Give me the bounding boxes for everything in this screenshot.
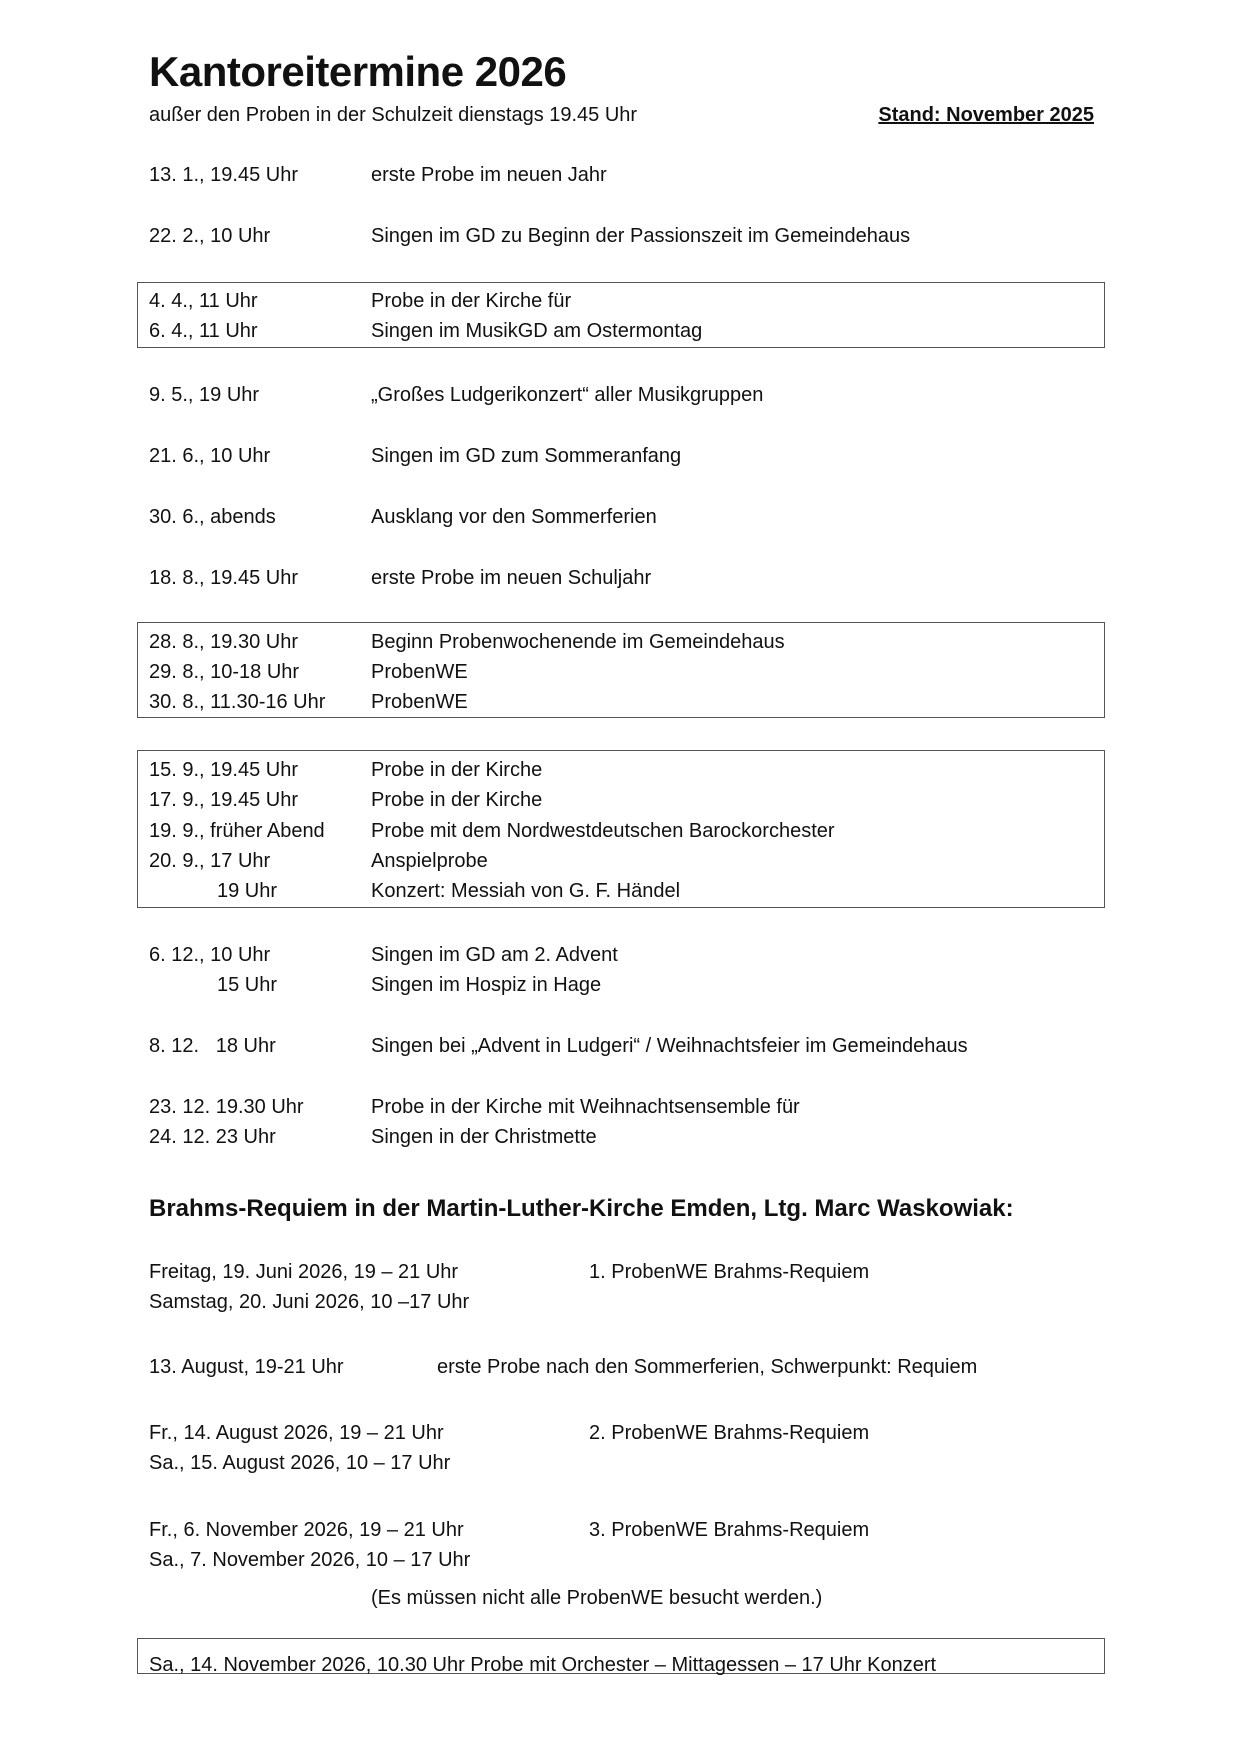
event-date: 13. 1., 19.45 Uhr: [149, 164, 298, 186]
event-text: Probe in der Kirche mit Weihnachtsensemble für: [371, 1096, 800, 1118]
brahms-date: Fr., 14. August 2026, 19 – 21 Uhr: [149, 1422, 444, 1444]
event-text: Beginn Probenwochenende im Gemeindehaus: [371, 631, 785, 653]
event-date: 20. 9., 17 Uhr: [149, 850, 271, 872]
brahms-text: 3. ProbenWE Brahms-Requiem: [589, 1519, 870, 1541]
brahms-date: Freitag, 19. Juni 2026, 19 – 21 Uhr: [149, 1261, 459, 1283]
event-date: 8. 12. 18 Uhr: [149, 1035, 276, 1057]
event-date: 15. 9., 19.45 Uhr: [149, 759, 298, 781]
brahms-text: erste Probe nach den Sommerferien, Schwerpunkt: Requiem: [437, 1356, 978, 1378]
event-text: erste Probe im neuen Schuljahr: [371, 567, 652, 589]
event-text: Ausklang vor den Sommerferien: [371, 506, 657, 528]
event-text: ProbenWE: [371, 661, 468, 683]
event-date: 30. 6., abends: [149, 506, 276, 528]
event-text: Singen im GD am 2. Advent: [371, 944, 618, 966]
brahms-heading: Brahms-Requiem in der Martin-Luther-Kirche Emden, Ltg. Marc Waskowiak:: [149, 1195, 1014, 1222]
event-date: 29. 8., 10-18 Uhr: [149, 661, 300, 683]
event-date: 4. 4., 11 Uhr: [149, 290, 258, 312]
event-text: Probe in der Kirche: [371, 789, 543, 811]
event-date: 24. 12. 23 Uhr: [149, 1126, 276, 1148]
event-text: Singen im GD zu Beginn der Passionszeit im Gemeindehaus: [371, 225, 911, 247]
subtitle: außer den Proben in der Schulzeit dienstags 19.45 Uhr: [149, 104, 638, 126]
event-date: 15 Uhr: [217, 974, 278, 996]
event-date: 9. 5., 19 Uhr: [149, 384, 260, 406]
brahms-date: Samstag, 20. Juni 2026, 10 –17 Uhr: [149, 1291, 470, 1313]
event-date: 22. 2., 10 Uhr: [149, 225, 271, 247]
brahms-text: 1. ProbenWE Brahms-Requiem: [589, 1261, 870, 1283]
brahms-row: [149, 1352, 978, 1382]
event-text: Probe mit dem Nordwestdeutschen Barockorchester: [371, 820, 835, 842]
event-date: 6. 12., 10 Uhr: [149, 944, 271, 966]
event-date: 28. 8., 19.30 Uhr: [149, 631, 298, 653]
final-concert-text: Sa., 14. November 2026, 10.30 Uhr Probe mit Orchester – Mittagessen – 17 Uhr Konzert: [149, 1654, 937, 1676]
brahms-date: Sa., 7. November 2026, 10 – 17 Uhr: [149, 1549, 471, 1571]
event-text: Singen im GD zum Sommeranfang: [371, 445, 682, 467]
page-title: Kantoreitermine 2026: [149, 48, 567, 95]
event-text: ProbenWE: [371, 691, 468, 713]
attendance-note: (Es müssen nicht alle ProbenWE besucht werden.): [371, 1587, 823, 1609]
brahms-row: [149, 1287, 469, 1317]
event-date: 6. 4., 11 Uhr: [149, 320, 258, 342]
event-date: 17. 9., 19.45 Uhr: [149, 789, 298, 811]
event-date: 23. 12. 19.30 Uhr: [149, 1096, 304, 1118]
event-text: erste Probe im neuen Jahr: [371, 164, 607, 186]
event-date: 19. 9., früher Abend: [149, 820, 325, 842]
event-text: Singen bei „Advent in Ludgeri“ / Weihnachtsfeier im Gemeindehaus: [371, 1035, 968, 1057]
brahms-text: 2. ProbenWE Brahms-Requiem: [589, 1422, 870, 1444]
event-text: Singen im Hospiz in Hage: [371, 974, 602, 996]
brahms-row: [149, 1257, 870, 1287]
brahms-row: [149, 1545, 470, 1575]
brahms-date: Fr., 6. November 2026, 19 – 21 Uhr: [149, 1519, 464, 1541]
brahms-date: Sa., 15. August 2026, 10 – 17 Uhr: [149, 1452, 451, 1474]
brahms-row: [149, 1448, 450, 1478]
brahms-row: [149, 1418, 870, 1448]
brahms-date: 13. August, 19-21 Uhr: [149, 1356, 344, 1378]
event-text: Probe in der Kirche für: [371, 290, 572, 312]
event-text: Anspielprobe: [371, 850, 488, 872]
event-text: Probe in der Kirche: [371, 759, 543, 781]
brahms-row: [149, 1515, 870, 1545]
event-text: „Großes Ludgerikonzert“ aller Musikgruppen: [371, 384, 764, 406]
event-text: Singen im MusikGD am Ostermontag: [371, 320, 703, 342]
event-text: Konzert: Messiah von G. F. Händel: [371, 880, 681, 902]
stand-date: Stand: November 2025: [878, 104, 1094, 126]
event-date: 21. 6., 10 Uhr: [149, 445, 271, 467]
event-date: 19 Uhr: [217, 880, 278, 902]
event-text: Singen in der Christmette: [371, 1126, 597, 1148]
event-date: 18. 8., 19.45 Uhr: [149, 567, 298, 589]
event-date: 30. 8., 11.30-16 Uhr: [149, 691, 326, 713]
